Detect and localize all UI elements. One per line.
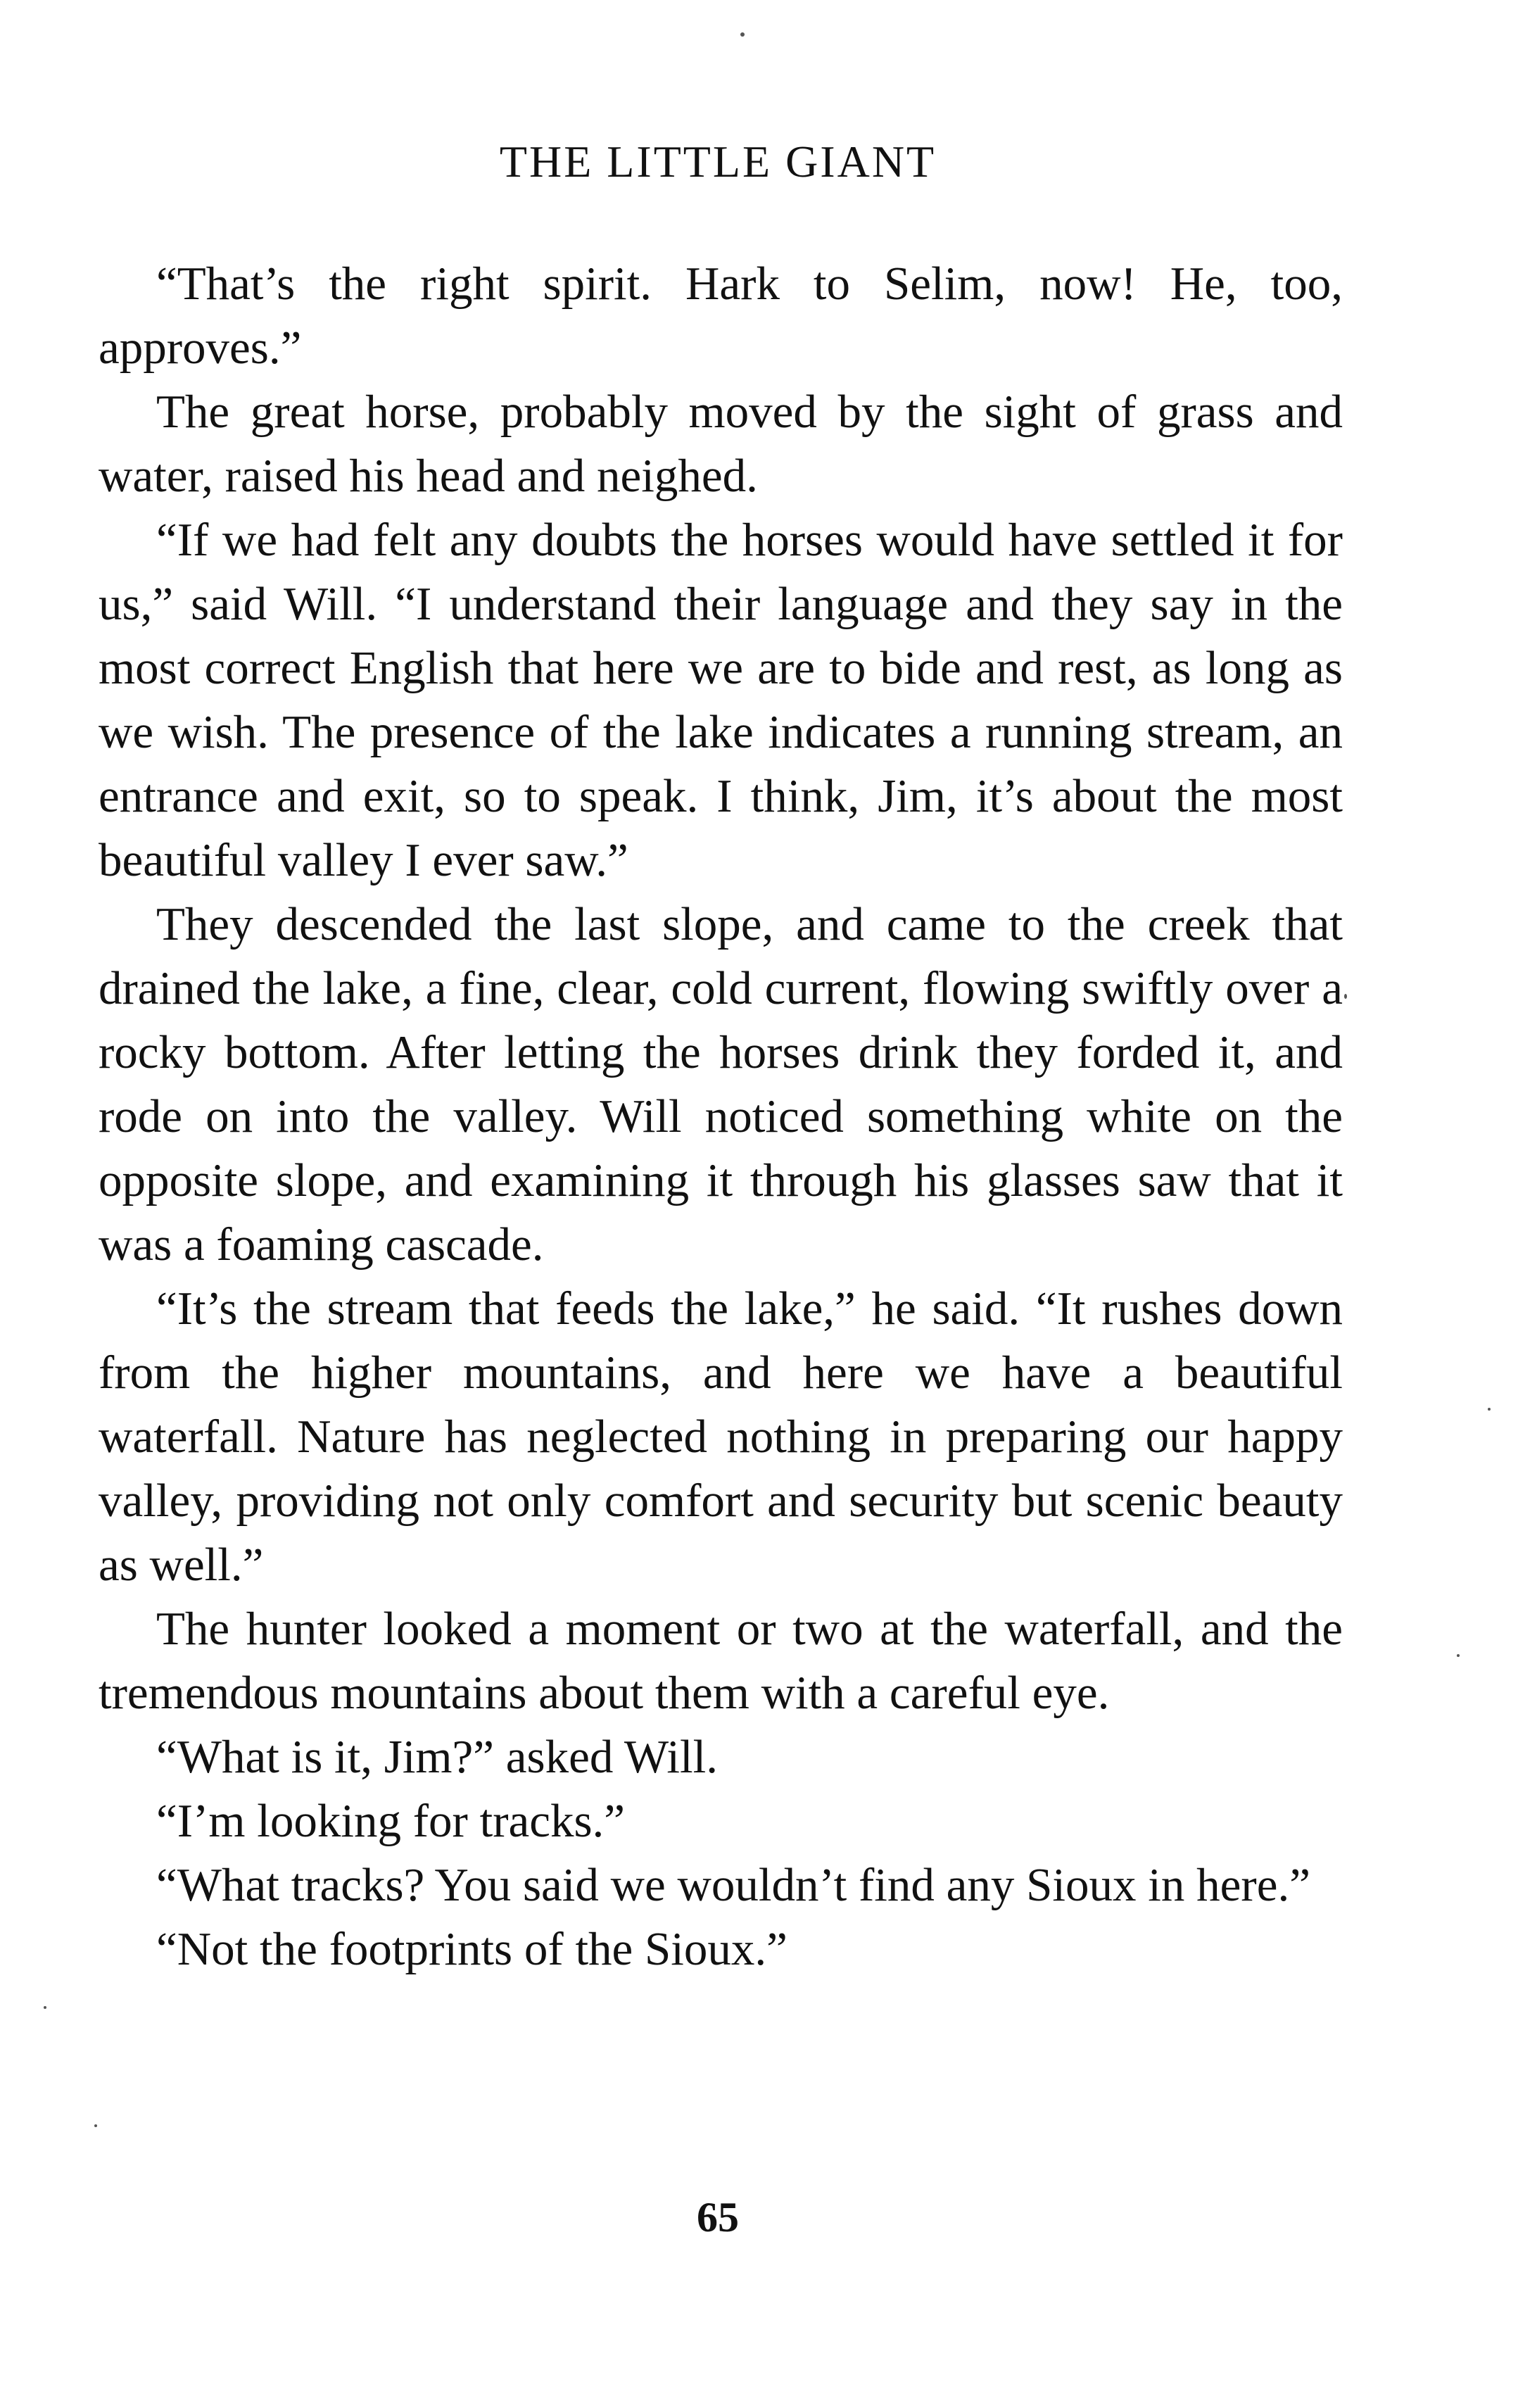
paragraph: The great horse, probably moved by the sight of grass and water, raised his head and neighed. [99, 386, 1343, 502]
paragraph: “I’m looking for tracks.” [156, 1795, 626, 1847]
paragraph: “What tracks? You said we wouldn’t find any Sioux in here.” [156, 1859, 1310, 1911]
paragraph: They descended the last slope, and came to the creek that drained the lake, a fine, clear, cold current, flowing swiftly over a rocky bottom. After letting the horses drink they forded it, and rode on into the valley. Will noticed something white on the opposite slope, and examining it through his glasses saw that it was a foaming cascade. [99, 898, 1343, 1271]
running-head: THE LITTLE GIANT [499, 137, 937, 187]
paragraph: “What is it, Jim?” asked Will. [156, 1731, 719, 1783]
paragraph: “It’s the stream that feeds the lake,” he said. “It rushes down from the higher mountains, and here we have a beautiful waterfall. Nature has neglected nothing in preparing our happy valley, providing not only comfort and security but scenic beauty as well.” [99, 1282, 1343, 1591]
paragraph: “If we had felt any doubts the horses would have settled it for us,” said Will. “I understand their language and they say in the most correct English that here we are to bide and rest, as long as we wish. The presence of the lake indicates a running stream, an entrance and exit, so to speak. I think, Jim, it’s about the most beautiful valley I ever saw.” [99, 514, 1343, 886]
print-speck [1488, 1408, 1491, 1411]
print-speck [94, 2124, 97, 2127]
paragraph: The hunter looked a moment or two at the waterfall, and the tremendous mountains about them with a careful eye. [99, 1603, 1343, 1719]
page-number: 65 [697, 2194, 739, 2240]
print-speck [1457, 1654, 1460, 1657]
paragraph: “Not the footprints of the Sioux.” [156, 1923, 788, 1975]
paragraph: “That’s the right spirit. Hark to Selim, now! He, too, approves.” [99, 258, 1343, 374]
print-speck [740, 32, 745, 37]
body-text [99, 252, 1343, 1981]
print-speck [1344, 994, 1347, 999]
print-speck [44, 2006, 46, 2009]
